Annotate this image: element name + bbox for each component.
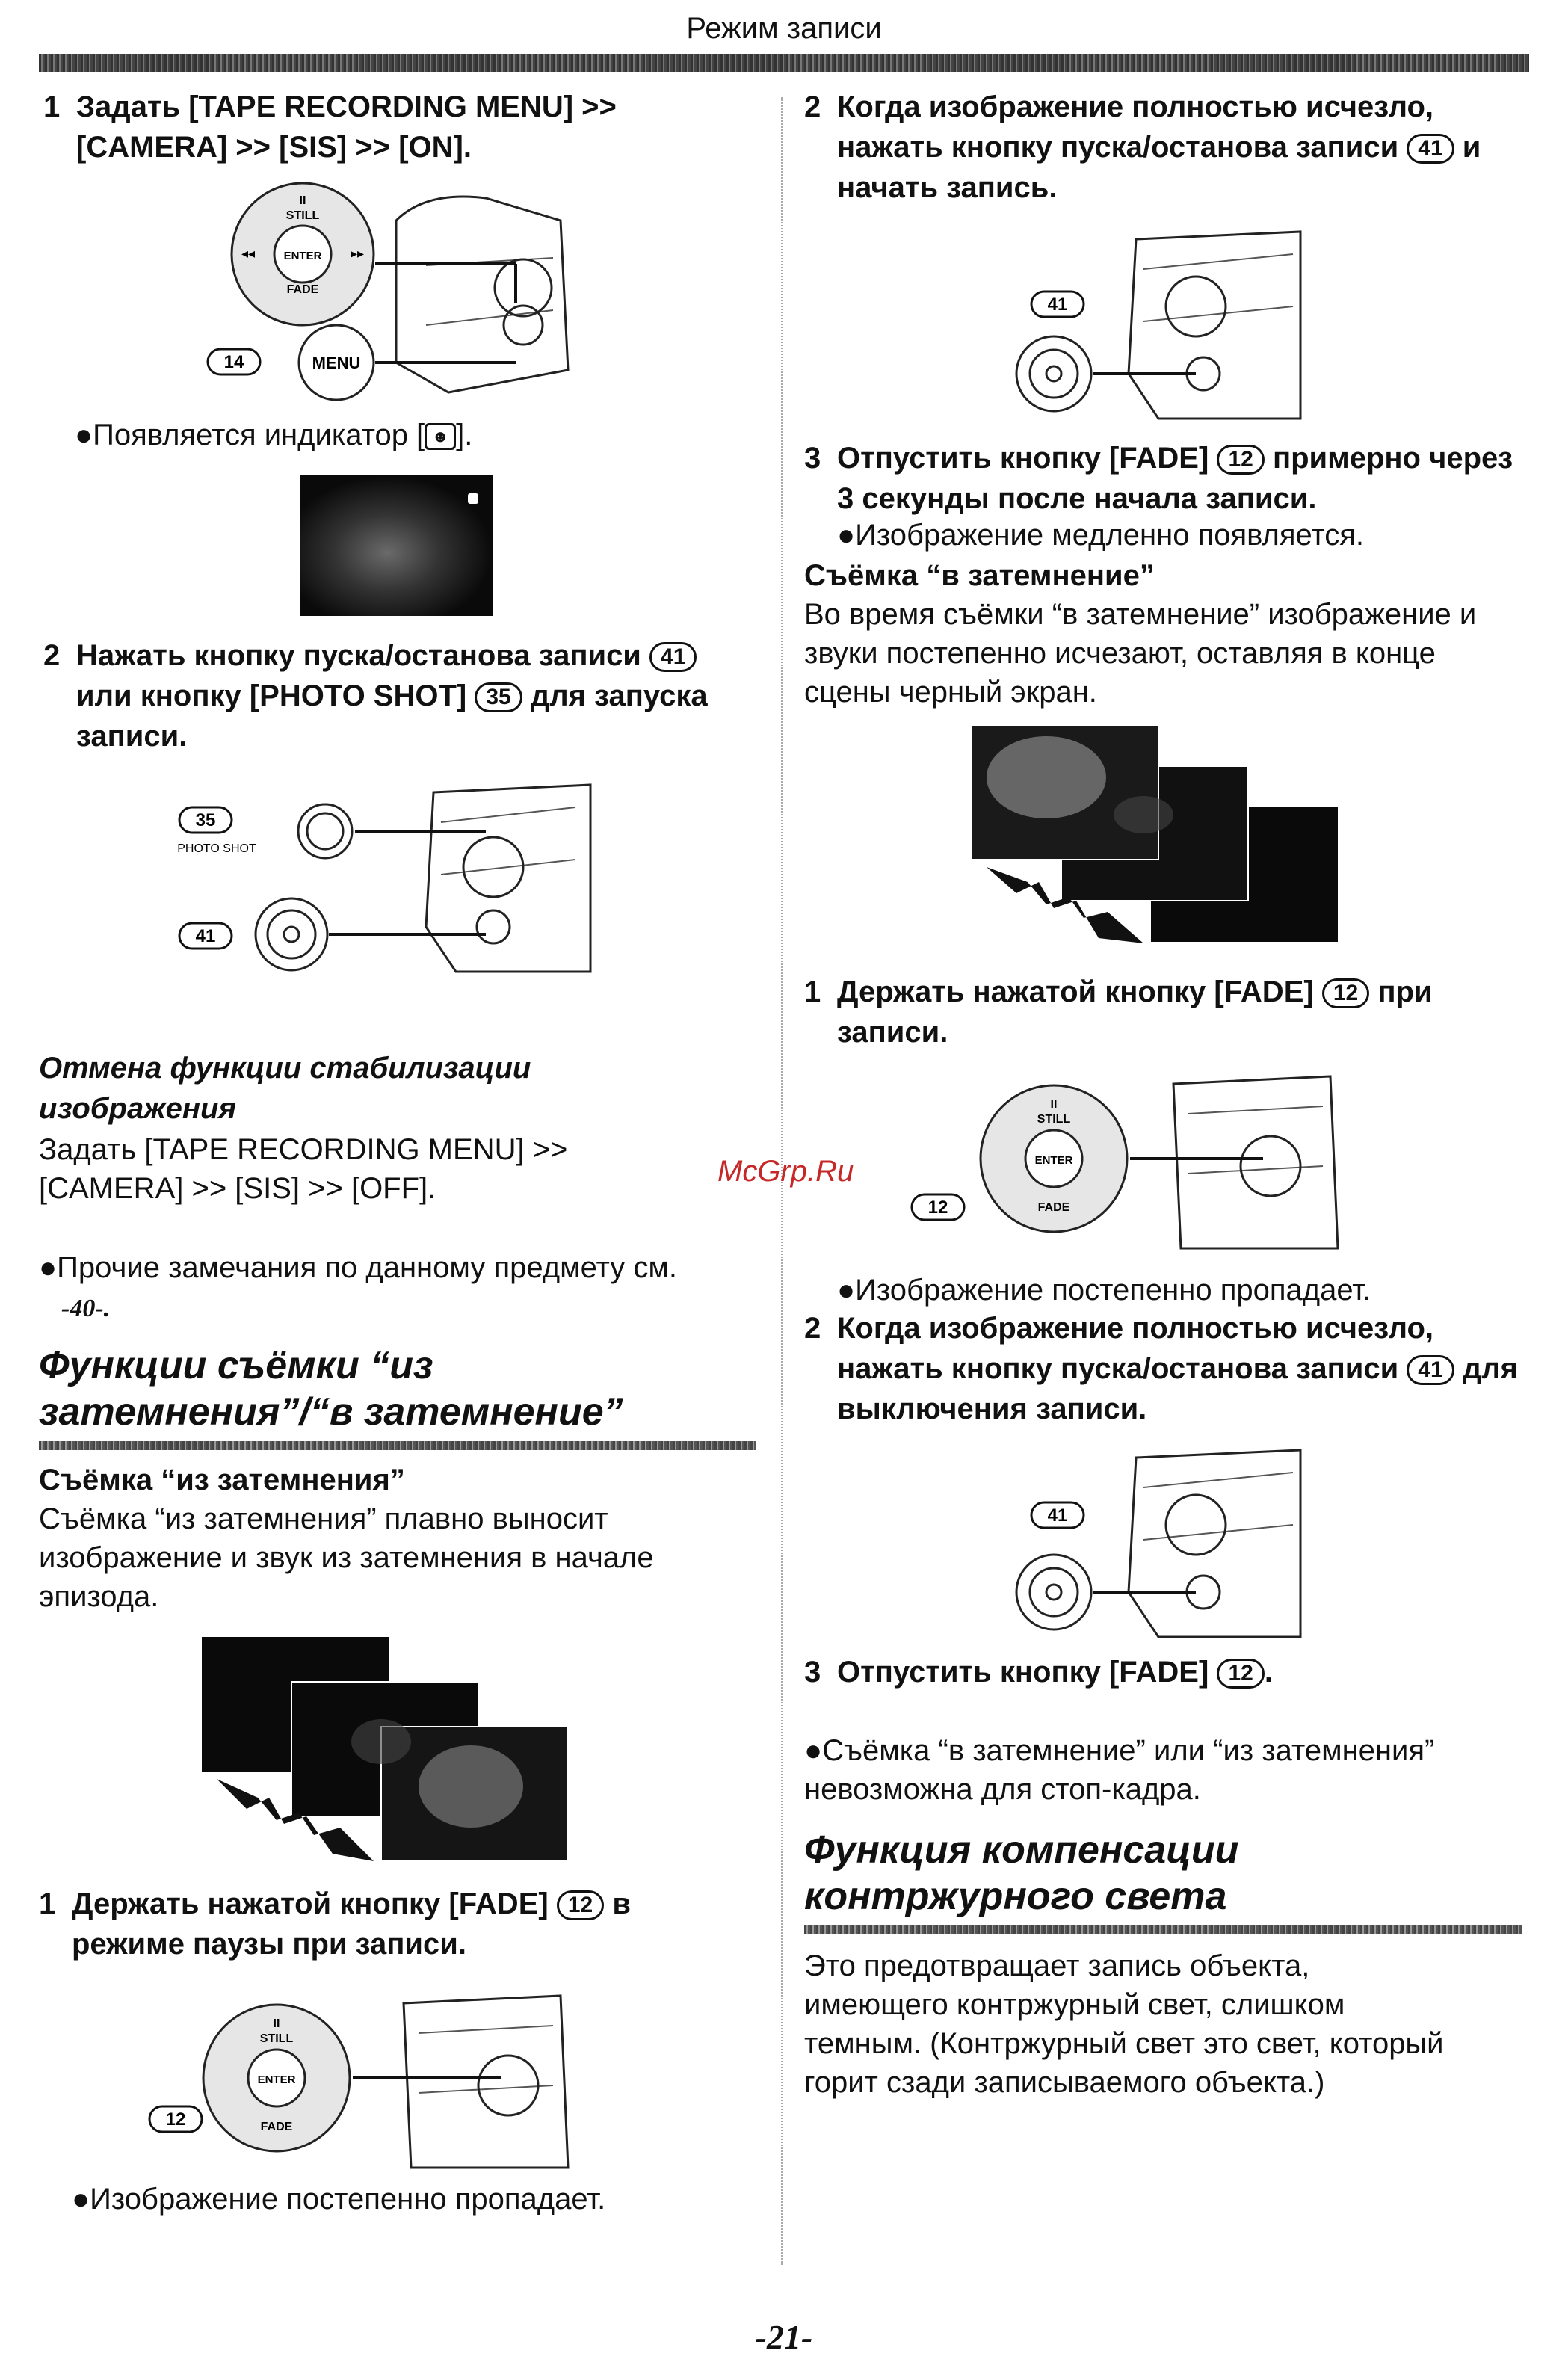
watermark: McGrp.Ru [717,1155,854,1188]
fade-in-step-1: 1 Держать нажатой кнопку [FADE] 12 в режиме паузы при записи. [39,1887,631,1961]
fade-in-bullet: ●Изображение постепенно пропадает. [72,2183,606,2216]
menu-label: MENU [312,354,361,372]
stabilizer-icon: ☻ [425,423,456,450]
svg-text:41: 41 [1047,295,1068,315]
cancel-stabilizer-text: Задать [TAPE RECORDING MENU] >> [CAMERA] >> [SIS] >> [OFF]. [39,1133,568,1205]
ref-12: 12 [1217,445,1264,475]
ref-41: 41 [1407,134,1454,164]
indicator-icon [468,493,478,504]
figure-record-button [1009,224,1308,426]
fade-out-step-1: 1 Держать нажатой кнопку [FADE] 12 при записи. [804,975,1433,1049]
svg-text:41: 41 [195,926,216,946]
svg-text:STILL: STILL [1037,1113,1071,1126]
page-reference: -40-. [61,1295,111,1322]
fade-out-step-3: 3 Отпустить кнопку [FADE] 12 . [804,1656,1273,1689]
fade-out-heading: Съёмка “в затемнение” [804,559,1155,592]
figure-fade-button [142,1981,575,2175]
photo-shot-label: PHOTO SHOT [177,842,256,855]
fade-out-bullet: ●Изображение постепенно пропадает. [837,1274,1371,1307]
svg-text:12: 12 [927,1197,948,1218]
page-number: -21- [755,2318,813,2356]
figure-photo-shot [172,777,598,979]
fade-in-illustration [202,1637,583,1891]
svg-text:▸▸: ▸▸ [350,246,365,261]
right-step-3: 3 Отпустить кнопку [FADE] 12 примерно через 3 секунды после начала записи. [804,442,1513,515]
figure-fade-button-2 [904,1069,1345,1256]
svg-text:II: II [299,194,306,207]
fade-label: FADE [286,283,319,296]
fade-out-step-2: 2 Когда изображение полностью исчезло, нажать кнопку пуска/останова записи 41 для выключения записи. [804,1312,1518,1425]
section-rule-backlight [804,1925,1522,1934]
page-header-title: Режим записи [686,12,882,45]
section-heading-fade: Функции съёмки “из затемнения”/“в затемнение” [39,1344,623,1434]
ref-41: 41 [649,642,697,672]
fade-still-note: ●Съёмка “в затемнение” или “из затемнения” невозможна для стоп-кадра. [804,1734,1435,1806]
ref-12: 12 [557,1890,604,1920]
ref-14: 14 [223,352,244,372]
svg-text:ENTER: ENTER [257,2073,296,2086]
svg-text:FADE: FADE [260,2121,293,2133]
appear-bullet: ●Изображение медленно появляется. [837,519,1365,552]
record-button-icon [1016,1555,1091,1629]
record-button-icon [1016,336,1091,411]
backlight-description: Это предотвращает запись объекта, имеющего контржурный свет, слишком темным. (Контржурный свет это свет, который горит сзади записываемого объекта.) [804,1949,1444,2099]
ref-41: 41 [1407,1355,1454,1385]
notes-bullet: ●Прочие замечания по данному предмету см. -40-. [39,1251,677,1322]
fade-out-description: Во время съёмки “в затемнение” изображение и звуки постепенно исчезают, оставляя в конце сцены черный экран. [804,598,1477,709]
figure-menu-joystick [202,176,575,415]
section-heading-backlight: Функция компенсации контржурного света [804,1828,1239,1918]
ref-12: 12 [1322,978,1369,1008]
still-label: STILL [285,209,320,222]
step-text: Задать [TAPE RECORDING MENU] >> [CAMERA] >> [SIS] >> [ON]. [76,90,617,164]
ref-35: 35 [475,682,522,712]
fade-out-illustration [972,725,1353,972]
svg-text:35: 35 [195,810,216,830]
right-step-2: 2 Когда изображение полностью исчезло, нажать кнопку пуска/останова записи 41 и начать запись. [804,90,1481,204]
record-button-icon [256,898,327,970]
svg-text:II: II [273,2017,280,2030]
stabilizer-preview-image [300,475,493,616]
step-number: 1 [43,90,61,123]
svg-text:STILL: STILL [259,2032,294,2045]
fade-in-description: Съёмка “из затемнения” плавно выносит изображение и звук из затемнения в начале эпизода. [39,1502,654,1613]
svg-text:ENTER: ENTER [1034,1154,1073,1167]
cancel-stabilizer-heading: Отмена функции стабилизации изображения [39,1052,531,1125]
svg-text:◂◂: ◂◂ [241,246,256,261]
svg-text:41: 41 [1047,1505,1068,1526]
svg-text:II: II [1050,1098,1058,1111]
indicator-bullet: ●Появляется индикатор [ ☻ ]. [75,419,473,451]
section-rule-fade [39,1441,756,1450]
svg-text:FADE: FADE [1037,1201,1070,1214]
enter-label: ENTER [283,250,322,262]
left-step-2: 2 Нажать кнопку пуска/останова записи 41 или кнопку [PHOTO SHOT] 35 для запуска записи. [43,639,708,753]
ref-12: 12 [1217,1659,1264,1689]
left-step-1 [43,87,734,167]
figure-record-button-2 [1009,1443,1308,1644]
header-rule [39,54,1529,72]
fade-in-heading: Съёмка “из затемнения” [39,1464,405,1496]
svg-text:12: 12 [165,2109,186,2130]
